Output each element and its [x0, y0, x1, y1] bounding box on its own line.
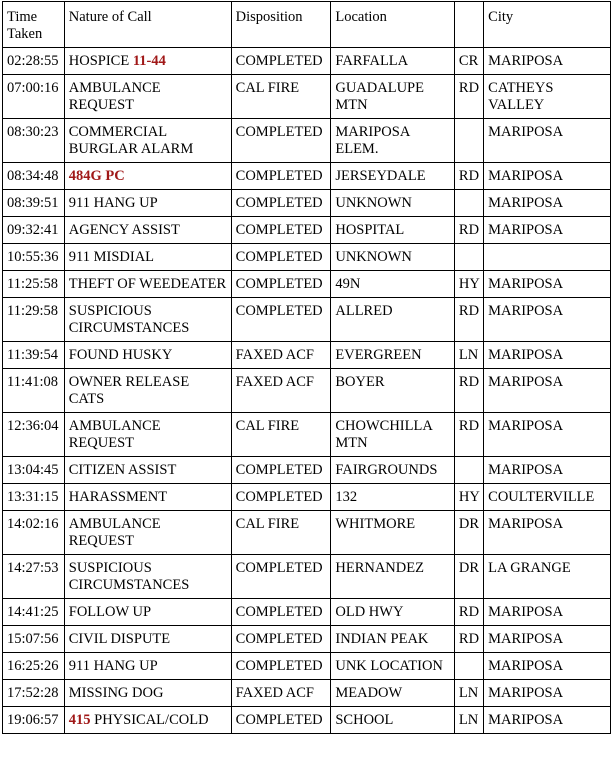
nature-text: AMBULANCE REQUEST — [68, 516, 161, 549]
cell-suffix: RD — [454, 599, 483, 626]
table-row — [3, 75, 611, 119]
cell-suffix — [454, 190, 483, 217]
cell-nature — [64, 190, 231, 217]
cell-nature — [64, 75, 231, 119]
cell-disposition: CAL FIRE — [231, 511, 331, 555]
cell-city: COULTERVILLE — [484, 484, 611, 511]
table-row — [3, 653, 611, 680]
cell-nature — [64, 511, 231, 555]
table-row — [3, 119, 611, 163]
cell-location: FAIRGROUNDS — [331, 457, 455, 484]
cell-time: 07:00:16 — [3, 75, 65, 119]
cell-time: 09:32:41 — [3, 217, 65, 244]
table-row — [3, 342, 611, 369]
cell-suffix: RD — [454, 75, 483, 119]
cell-suffix — [454, 653, 483, 680]
cell-suffix: RD — [454, 626, 483, 653]
cell-suffix: LN — [454, 707, 483, 734]
cell-disposition: COMPLETED — [231, 119, 331, 163]
nature-text: 911 HANG UP — [68, 658, 158, 674]
cell-time: 14:27:53 — [3, 555, 65, 599]
cell-location: WHITMORE — [331, 511, 455, 555]
cell-suffix: RD — [454, 163, 483, 190]
cell-time: 16:25:26 — [3, 653, 65, 680]
cell-time: 13:04:45 — [3, 457, 65, 484]
cell-nature — [64, 48, 231, 75]
cell-location: OLD HWY — [331, 599, 455, 626]
cell-nature — [64, 217, 231, 244]
cell-disposition: COMPLETED — [231, 190, 331, 217]
cell-city: MARIPOSA — [484, 511, 611, 555]
cell-suffix: LN — [454, 680, 483, 707]
nature-text: OWNER RELEASE CATS — [68, 374, 190, 407]
cell-location: MARIPOSA ELEM. — [331, 119, 455, 163]
header-city: City — [484, 2, 611, 48]
header-location: Location — [331, 2, 455, 48]
cell-location: UNKNOWN — [331, 244, 455, 271]
cell-location: HERNANDEZ — [331, 555, 455, 599]
nature-text: COMMERCIAL BURGLAR ALARM — [68, 124, 194, 157]
cell-disposition: COMPLETED — [231, 298, 331, 342]
cell-nature — [64, 555, 231, 599]
cell-time: 17:52:28 — [3, 680, 65, 707]
nature-text: FOUND HUSKY — [68, 347, 173, 363]
header-suffix — [454, 2, 483, 48]
table-row — [3, 190, 611, 217]
table-row — [3, 271, 611, 298]
cell-nature — [64, 413, 231, 457]
cell-suffix: LN — [454, 342, 483, 369]
table-row — [3, 707, 611, 734]
cell-nature — [64, 298, 231, 342]
cell-suffix — [454, 119, 483, 163]
cell-time: 11:41:08 — [3, 369, 65, 413]
cell-nature — [64, 457, 231, 484]
cell-suffix: HY — [454, 484, 483, 511]
header-nature: Nature of Call — [64, 2, 231, 48]
cell-suffix: DR — [454, 555, 483, 599]
cell-city: MARIPOSA — [484, 119, 611, 163]
cell-disposition: COMPLETED — [231, 244, 331, 271]
cell-city: MARIPOSA — [484, 48, 611, 75]
cell-disposition: FAXED ACF — [231, 342, 331, 369]
cell-suffix — [454, 244, 483, 271]
cell-location: CHOWCHILLA MTN — [331, 413, 455, 457]
cell-time: 12:36:04 — [3, 413, 65, 457]
table-row — [3, 599, 611, 626]
cell-disposition: COMPLETED — [231, 626, 331, 653]
cell-disposition: CAL FIRE — [231, 413, 331, 457]
table-row — [3, 484, 611, 511]
nature-text: AMBULANCE REQUEST — [68, 418, 161, 451]
cell-time: 14:41:25 — [3, 599, 65, 626]
cell-suffix — [454, 457, 483, 484]
cell-city: LA GRANGE — [484, 555, 611, 599]
cell-city: MARIPOSA — [484, 599, 611, 626]
nature-text: HOSPICE — [68, 53, 130, 69]
cell-location: 132 — [331, 484, 455, 511]
header-time: Time Taken — [3, 2, 65, 48]
cell-time: 02:28:55 — [3, 48, 65, 75]
cell-location: UNK LOCATION — [331, 653, 455, 680]
cell-time: 13:31:15 — [3, 484, 65, 511]
cell-disposition: COMPLETED — [231, 48, 331, 75]
call-log-table — [2, 1, 611, 734]
nature-text: SUSPICIOUS CIRCUMSTANCES — [68, 560, 190, 593]
table-row — [3, 163, 611, 190]
cell-suffix: HY — [454, 271, 483, 298]
cell-nature — [64, 653, 231, 680]
cell-disposition: COMPLETED — [231, 653, 331, 680]
cell-location: UNKNOWN — [331, 190, 455, 217]
cell-disposition: COMPLETED — [231, 707, 331, 734]
table-row — [3, 217, 611, 244]
cell-city: MARIPOSA — [484, 298, 611, 342]
cell-time: 08:39:51 — [3, 190, 65, 217]
cell-location: FARFALLA — [331, 48, 455, 75]
table-row — [3, 626, 611, 653]
cell-suffix: RD — [454, 298, 483, 342]
table-row — [3, 244, 611, 271]
nature-text: 911 MISDIAL — [68, 249, 155, 265]
cell-city: MARIPOSA — [484, 163, 611, 190]
cell-nature — [64, 119, 231, 163]
cell-city — [484, 244, 611, 271]
cell-city: MARIPOSA — [484, 680, 611, 707]
table-row — [3, 680, 611, 707]
cell-disposition: FAXED ACF — [231, 369, 331, 413]
cell-disposition: COMPLETED — [231, 599, 331, 626]
cell-city: MARIPOSA — [484, 413, 611, 457]
cell-nature — [64, 342, 231, 369]
nature-text: PHYSICAL/COLD — [94, 712, 209, 728]
cell-city: MARIPOSA — [484, 271, 611, 298]
cell-location: INDIAN PEAK — [331, 626, 455, 653]
cell-disposition: CAL FIRE — [231, 75, 331, 119]
table-row — [3, 457, 611, 484]
cell-time: 15:07:56 — [3, 626, 65, 653]
cell-nature — [64, 680, 231, 707]
cell-city: CATHEYS VALLEY — [484, 75, 611, 119]
cell-suffix: RD — [454, 369, 483, 413]
cell-nature — [64, 484, 231, 511]
cell-disposition: COMPLETED — [231, 271, 331, 298]
nature-text: SUSPICIOUS CIRCUMSTANCES — [68, 303, 190, 336]
cell-disposition: FAXED ACF — [231, 680, 331, 707]
cell-time: 11:29:58 — [3, 298, 65, 342]
cell-time: 19:06:57 — [3, 707, 65, 734]
cell-nature — [64, 244, 231, 271]
nature-text: FOLLOW UP — [68, 604, 152, 620]
cell-disposition: COMPLETED — [231, 457, 331, 484]
cell-nature — [64, 707, 231, 734]
nature-text: CIVIL DISPUTE — [68, 631, 171, 647]
nature-text: MISSING DOG — [68, 685, 164, 701]
cell-nature — [64, 271, 231, 298]
cell-time: 08:34:48 — [3, 163, 65, 190]
nature-text: AMBULANCE REQUEST — [68, 80, 161, 113]
code-highlight: 415 — [68, 712, 91, 728]
nature-text: HARASSMENT — [68, 489, 168, 505]
cell-city: MARIPOSA — [484, 457, 611, 484]
cell-time: 11:39:54 — [3, 342, 65, 369]
nature-text: THEFT OF WEEDEATER — [68, 276, 227, 292]
cell-nature — [64, 626, 231, 653]
table-row — [3, 48, 611, 75]
cell-disposition: COMPLETED — [231, 217, 331, 244]
code-highlight: 11-44 — [132, 53, 166, 69]
cell-location: HOSPITAL — [331, 217, 455, 244]
cell-nature — [64, 369, 231, 413]
cell-suffix: RD — [454, 217, 483, 244]
cell-location: EVERGREEN — [331, 342, 455, 369]
code-highlight: 484G PC — [68, 168, 125, 184]
cell-time: 10:55:36 — [3, 244, 65, 271]
cell-nature — [64, 163, 231, 190]
nature-text: AGENCY ASSIST — [68, 222, 180, 238]
cell-time: 14:02:16 — [3, 511, 65, 555]
cell-suffix: CR — [454, 48, 483, 75]
table-row — [3, 369, 611, 413]
cell-location: BOYER — [331, 369, 455, 413]
cell-city: MARIPOSA — [484, 369, 611, 413]
cell-location: ALLRED — [331, 298, 455, 342]
header-row — [3, 2, 611, 48]
table-row — [3, 511, 611, 555]
table-row — [3, 413, 611, 457]
cell-time: 11:25:58 — [3, 271, 65, 298]
cell-city: MARIPOSA — [484, 707, 611, 734]
cell-city: MARIPOSA — [484, 217, 611, 244]
cell-city: MARIPOSA — [484, 342, 611, 369]
cell-suffix: DR — [454, 511, 483, 555]
cell-disposition: COMPLETED — [231, 555, 331, 599]
cell-location: 49N — [331, 271, 455, 298]
cell-city: MARIPOSA — [484, 653, 611, 680]
nature-text: 911 HANG UP — [68, 195, 158, 211]
header-disposition: Disposition — [231, 2, 331, 48]
cell-location: GUADALUPE MTN — [331, 75, 455, 119]
cell-location: JERSEYDALE — [331, 163, 455, 190]
table-row — [3, 298, 611, 342]
cell-disposition: COMPLETED — [231, 484, 331, 511]
table-row — [3, 555, 611, 599]
cell-nature — [64, 599, 231, 626]
cell-location: SCHOOL — [331, 707, 455, 734]
cell-location: MEADOW — [331, 680, 455, 707]
cell-disposition: COMPLETED — [231, 163, 331, 190]
nature-text: CITIZEN ASSIST — [68, 462, 177, 478]
cell-city: MARIPOSA — [484, 190, 611, 217]
cell-city: MARIPOSA — [484, 626, 611, 653]
cell-time: 08:30:23 — [3, 119, 65, 163]
cell-suffix: RD — [454, 413, 483, 457]
